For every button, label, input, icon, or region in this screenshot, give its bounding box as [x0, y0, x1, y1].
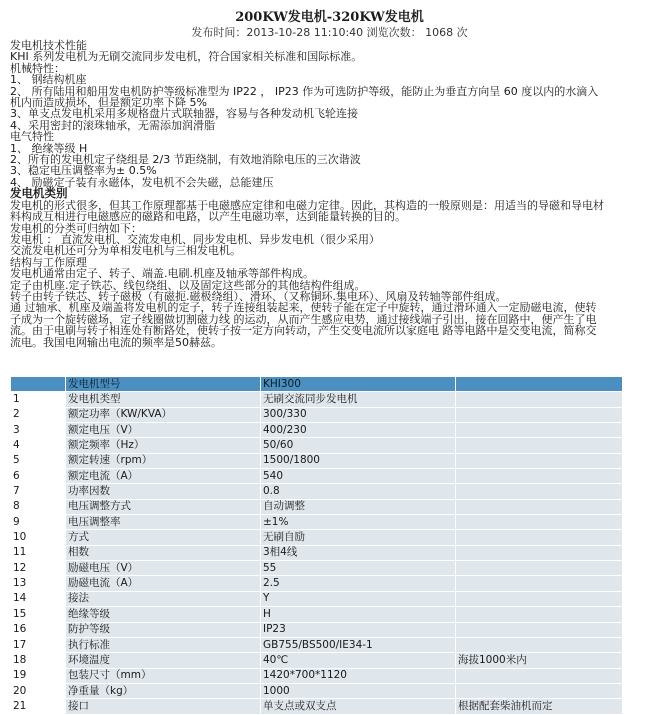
article-line: 发电机 ： 直流发电机、交流发电机、同步发电机、异步发电机（很少采用）: [10, 232, 380, 246]
article-line: 发电机技术性能: [10, 39, 87, 52]
article-line: 交流发电机还可分为单相发电机与三相发电机。: [10, 244, 241, 258]
table-cell: Y: [261, 591, 456, 606]
article-line: 发电机的形式很多，但其工作原理都基于电磁感应定律和电磁力定律。因此，其构造的一般原则是：用适当的导磁和导电材: [10, 198, 604, 212]
table-row: [11, 561, 623, 576]
table-cell: 绝缘等级: [66, 607, 261, 622]
table-cell: 6: [11, 469, 66, 484]
table-cell: [456, 683, 623, 698]
table-cell: 励磁电压（V）: [66, 561, 261, 576]
article-line: 机械特性：: [10, 61, 65, 75]
article-line: 定子由机座.定子铁芯、线包绕组、以及固定这些部分的其他结构件组成。: [10, 278, 366, 292]
table-cell: 50/60: [261, 438, 456, 453]
table-cell: 额定电压（V）: [66, 423, 261, 438]
table-cell: 300/330: [261, 407, 456, 422]
article-title: 200KW发电机-320KW发电机: [235, 10, 424, 25]
table-cell: H: [261, 607, 456, 622]
table-row: [11, 484, 623, 499]
table-cell: 3: [11, 423, 66, 438]
article-line: 流。由于电刷与转子相连处有断路处，使转子按一定方向转动，产生交变电流所以家庭电 路等电路中是交变电流，简称交: [10, 324, 597, 338]
table-cell: 2.5: [261, 576, 456, 591]
table-cell: 40℃: [261, 653, 456, 668]
table-row: [11, 392, 623, 407]
spec-table: [10, 376, 623, 715]
table-cell: 额定频率（Hz）: [66, 438, 261, 453]
table-cell: [456, 668, 623, 683]
table-cell: 额定功率（KW/KVA）: [66, 407, 261, 422]
table-cell: [456, 392, 623, 407]
table-row: [11, 530, 623, 545]
table-cell: [456, 591, 623, 606]
article-line: 子成为一个旋转磁场，定子线圈做切割磁力线 的运动，从而产生感应电势，通过接线端子引出，接在回路中，便产生了电: [10, 312, 597, 326]
table-row: [11, 499, 623, 514]
table-cell: [456, 545, 623, 560]
table-cell: 发电机类型: [66, 392, 261, 407]
table-cell: 单支点或双支点: [261, 699, 456, 714]
table-cell: 15: [11, 607, 66, 622]
table-cell: 防护等级: [66, 622, 261, 637]
table-row: [11, 637, 623, 652]
article-line: 通 过轴承、机座及端盖将发电机的定子，转子连接组装起来，使转子能在定子中旋转，通过滑环通入一定励磁电流，使转: [10, 301, 597, 315]
table-cell: 13: [11, 576, 66, 591]
table-cell: 16: [11, 622, 66, 637]
section-heading: 发电机类别: [10, 186, 68, 201]
table-row: [11, 622, 623, 637]
table-cell: [456, 469, 623, 484]
table-cell: ±1%: [261, 515, 456, 530]
article-line: 流电。我国电网输出电流的频率是50赫兹。: [10, 335, 222, 349]
table-cell: 7: [11, 484, 66, 499]
table-cell: 相数: [66, 545, 261, 560]
table-cell: [456, 453, 623, 468]
table-header-cell: 发电机型号: [66, 377, 261, 392]
table-cell: [456, 561, 623, 576]
table-cell: [456, 407, 623, 422]
table-row: [11, 515, 623, 530]
table-cell: 14: [11, 591, 66, 606]
table-row: [11, 699, 623, 714]
table-cell: [456, 423, 623, 438]
table-row: [11, 653, 623, 668]
table-cell: 17: [11, 637, 66, 652]
table-cell: [456, 607, 623, 622]
table-cell: 12: [11, 561, 66, 576]
table-row: [11, 591, 623, 606]
article-line: 电气特性: [10, 130, 54, 144]
table-cell: 自动调整: [261, 499, 456, 514]
table-cell: [456, 499, 623, 514]
table-cell: 环境温度: [66, 653, 261, 668]
table-cell: 3相4线: [261, 545, 456, 560]
table-cell: [456, 622, 623, 637]
table-cell: 2: [11, 407, 66, 422]
table-cell: 接法: [66, 591, 261, 606]
article-line: 机内而造成损坏，但是额定功率下降 5%: [10, 96, 207, 110]
table-cell: 无刷交流同步发电机: [261, 392, 456, 407]
table-cell: 5: [11, 453, 66, 468]
table-cell: 电压调整方式: [66, 499, 261, 514]
article-line: 4、 励磁定子装有永磁体，发电机不会失磁，总能建压: [10, 175, 274, 189]
table-header-cell: [456, 377, 623, 392]
table-cell: [456, 438, 623, 453]
table-header-row: [11, 377, 623, 392]
table-cell: GB755/BS500/IE34-1: [261, 637, 456, 652]
article-line: 转子由转子铁芯、转子磁极（有磁扼.磁极绕组）、滑环、（又称铜环.集电环）、风扇及转轴等部件组成。: [10, 289, 507, 303]
table-cell: 1500/1800: [261, 453, 456, 468]
table-cell: 功率因数: [66, 484, 261, 499]
table-cell: 方式: [66, 530, 261, 545]
article-line: 料构成互相进行电磁感应的磁路和电路，以产生电磁功率，达到能量转换的目的。: [10, 210, 406, 224]
table-cell: 励磁电流（A）: [66, 576, 261, 591]
table-cell: 400/230: [261, 423, 456, 438]
table-cell: 19: [11, 668, 66, 683]
table-row: [11, 423, 623, 438]
table-cell: 4: [11, 438, 66, 453]
table-row: [11, 545, 623, 560]
article-line: 3、单支点发电机采用多规格盘片式联轴器，容易与各种发动机飞轮连接: [10, 107, 358, 121]
table-cell: 9: [11, 515, 66, 530]
table-cell: [456, 515, 623, 530]
table-header-cell: KHI300: [261, 377, 456, 392]
table-cell: [456, 530, 623, 545]
article-line: 1、 绝缘等级 H: [10, 141, 88, 155]
article-line: 3、稳定电压调整率为± 0.5%: [10, 164, 157, 178]
table-cell: [456, 484, 623, 499]
article-line: KHI 系列发电机为无刷交流同步发电机，符合国家相关标准和国际标准。: [10, 50, 363, 64]
table-cell: 540: [261, 469, 456, 484]
table-row: [11, 668, 623, 683]
table-cell: 接口: [66, 699, 261, 714]
table-cell: 0.8: [261, 484, 456, 499]
table-cell: 根据配套柴油机而定: [456, 699, 623, 714]
table-cell: 20: [11, 683, 66, 698]
table-row: [11, 576, 623, 591]
article-line: 4、采用密封的滚珠轴承，无需添加润滑脂: [10, 118, 215, 132]
publish-info: 发布时间：2013-10-28 11:10:40 浏览次数： 1068 次: [191, 26, 468, 39]
table-cell: 海拔1000米内: [456, 653, 623, 668]
table-cell: 1000: [261, 683, 456, 698]
article-line: 2、所有的发电机定子绕组是 2/3 节距绕制，有效地消除电压的三次谐波: [10, 153, 361, 167]
table-row: [11, 407, 623, 422]
table-cell: 电压调整率: [66, 515, 261, 530]
article-line: 结构与工作原理: [10, 255, 87, 269]
table-cell: 10: [11, 530, 66, 545]
table-cell: 55: [261, 561, 456, 576]
table-cell: [456, 637, 623, 652]
article-line: 1、 钢结构机座: [10, 73, 87, 87]
table-row: [11, 683, 623, 698]
table-cell: 净重量（kg）: [66, 683, 261, 698]
article-line: 2、 所有陆用和船用发电机防护等级标准型为 IP22 ， IP23 作为可选防护等级，能防止为垂直方向呈 60 度以内的水滴入: [10, 84, 599, 98]
table-header-cell: [11, 377, 66, 392]
table-cell: 8: [11, 499, 66, 514]
table-cell: 11: [11, 545, 66, 560]
table-cell: 21: [11, 699, 66, 714]
table-cell: [456, 576, 623, 591]
table-cell: 包装尺寸（mm）: [66, 668, 261, 683]
table-cell: 无刷自励: [261, 530, 456, 545]
table-cell: 18: [11, 653, 66, 668]
table-cell: 额定电流（A）: [66, 469, 261, 484]
article-body: [10, 40, 659, 348]
table-cell: 执行标准: [66, 637, 261, 652]
article-line: 发电机的分类可归纳如下：: [10, 221, 142, 235]
table-cell: 额定转速（rpm）: [66, 453, 261, 468]
table-cell: 1420*700*1120: [261, 668, 456, 683]
table-row: [11, 438, 623, 453]
table-cell: 1: [11, 392, 66, 407]
table-row: [11, 607, 623, 622]
table-cell: IP23: [261, 622, 456, 637]
table-row: [11, 469, 623, 484]
table-row: [11, 453, 623, 468]
article-line: 发电机通常由定子、转子、端盖.电刷.机座及轴承等部件构成。: [10, 267, 314, 281]
